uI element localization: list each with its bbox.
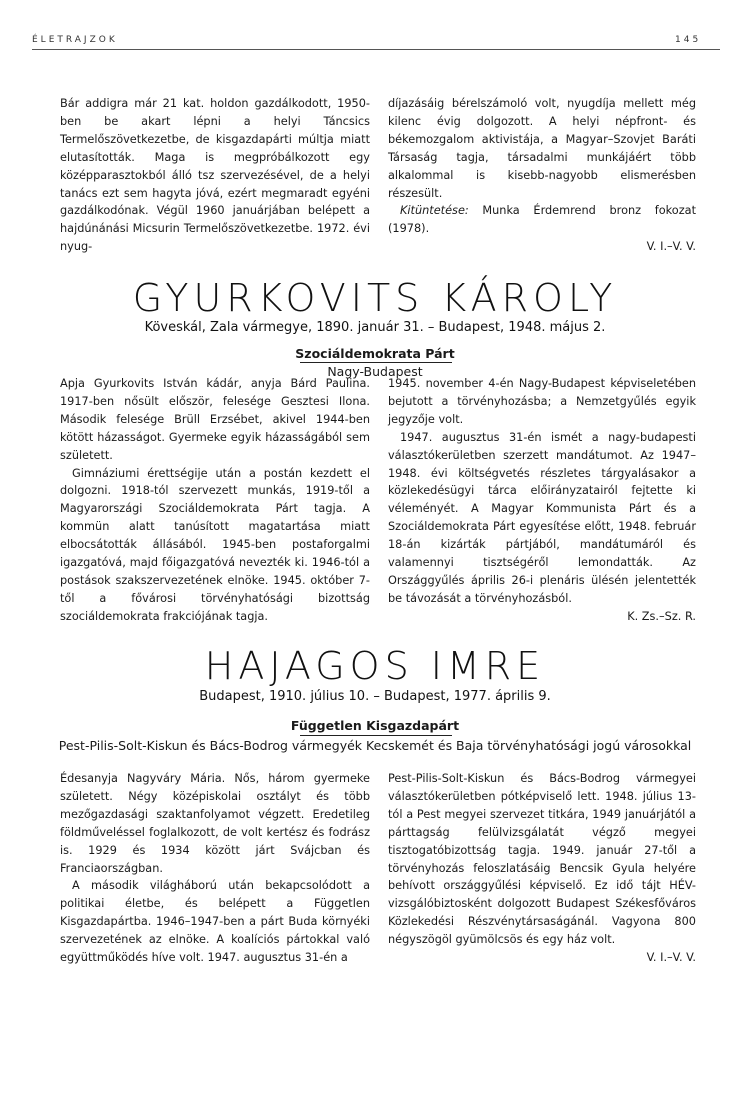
entry2-party: Független Kisgazdapárt: [290, 718, 460, 733]
entry2-right-column: [388, 770, 696, 967]
entry1-right-column: [388, 375, 696, 626]
prev-entry-right-text: díjazásáig bérelszámoló volt, nyugdíja mellett még kilenc évig dolgozott. A helyi népfront- és békemozgalom aktivistája, a Magyar–Szovjet Baráti Társaság tagja, társadalmi munkájáért több alkalommal is kisebb-nagyobb elismerésben részesült.: [388, 97, 696, 200]
entry1-left-column: [60, 375, 370, 626]
entry2-left-column: [60, 770, 370, 967]
prev-entry-right-column: [388, 95, 696, 256]
entry2-party-underline: [300, 735, 452, 736]
entry1-signature: K. Zs.–Sz. R.: [627, 609, 696, 623]
prev-entry-left-text: Bár addigra már 21 kat. holdon gazdálkodott, 1950-ben be akart lépni a helyi Táncsics Termelőszövetkezetbe, de kisgazdapárti múltja miatt elutasították. Maga is megpróbálkozott egy középparasztokból álló tsz szervezésével, de a helyi tanács ezt sem hagyta jóvá, ezért megmaradt egyéni gazdálkodónak. Végül 1960 januárjában belépett a hajdúnánási Micsurin Termelőszövetkezetbe. 1972. évi nyug-: [60, 97, 370, 254]
header-rule: [32, 49, 720, 50]
entry2-left-paragraph-1: Édesanyja Nagyváry Mária. Nős, három gyermeke született. Négy középiskolai osztályt és több mezőgazdasági szaktanfolyamot végzett. Eredetileg földműveléssel foglalkozott, de volt kertész és fodrász is. 1929 és 1934 között járt Svájcban és Franciaországban.: [60, 772, 370, 875]
entry2-name: HAJAGOS IMRE: [204, 644, 546, 688]
entry1-right-paragraph-2: 1947. augusztus 31-én ismét a nagy-budapesti választókerületben szerzett mandátumot. Az 1947–1948. évi költségvetés részletes tárgyalásakor a közlekedésügyi tárca előirányzatairól fejtette ki véleményét. A Magyar Kommunista Párt és a Szociáldemokrata Párt egyesítése előtt, 1948. február 18-án kizárták pártjából, mandátumáról és valamennyi tisztségéről lemondatták. Az Országgyűlés április 26-i plenáris ülésén jelentették be távozását a törvényhozásból.: [388, 430, 696, 605]
entry1-party-underline: [300, 362, 452, 363]
entry1-left-paragraph-2: Gimnáziumi érettségije után a postán kezdett el dolgozni. 1918-tól szervezett munkás, 1919-től a Magyarországi Szociáldemokrata Párt tagja. A kommün alatt tanúsított magatartása miatt elbocsátották állásából. 1945-ben postaforgalmi igazgatóvá, majd főigazgatóvá nevezték ki. 1946-tól a postások szakszervezetének elnöke. 1945. október 7-től a fővárosi törvényhatósági bizottság szociáldemokrata frakciójának tagja.: [60, 466, 370, 623]
entry1-left-paragraph-1: Apja Gyurkovits István kádár, anyja Bárd Paulina. 1917-ben nősült először, felesége Gesztesi Ilona. Második felesége Brüll Erzsébet, akivel 1944-ben kötött házasságot. Gyermeke egyik házasságából sem született.: [60, 377, 370, 462]
entry1-dates: Köveskál, Zala vármegye, 1890. január 31. – Budapest, 1948. május 2.: [144, 320, 606, 335]
running-title: ÉLETRAJZOK: [32, 35, 118, 45]
award-line: [388, 202, 696, 238]
entry1-region: Nagy-Budapest: [327, 364, 423, 379]
entry1-right-paragraph-1: 1945. november 4-én Nagy-Budapest képviseletében bejutott a törvényhozásba; a Nemzetgyűlés egyik jegyzője volt.: [388, 377, 696, 426]
entry1-name: GYURKOVITS KÁROLY: [132, 276, 618, 320]
award-label: Kitüntetése:: [400, 204, 469, 218]
award-text: Munka Érdemrend bronz fokozat (1978).: [388, 204, 696, 236]
entry1-party: Szociáldemokrata Párt: [295, 346, 455, 361]
entry2-dates: Budapest, 1910. július 10. – Budapest, 1977. április 9.: [199, 689, 551, 704]
entry2-left-paragraph-2: A második világháború után bekapcsolódott a politikai életbe, és belépett a Független Kisgazdapártba. 1946–1947-ben a párt Buda környéki szervezetének az elnöke. A koalíciós pártokkal való együttműködés híve volt. 1947. augusztus 31-én a: [60, 879, 370, 965]
prev-entry-signature: V. I.–V. V.: [646, 240, 696, 254]
entry2-signature: V. I.–V. V.: [646, 951, 696, 965]
page-number: 145: [675, 35, 702, 45]
prev-entry-left-column: [60, 95, 370, 256]
entry2-region: Pest-Pilis-Solt-Kiskun és Bács-Bodrog vármegyék Kecskemét és Baja törvényhatósági jogú városokkal: [58, 738, 692, 753]
entry2-right-paragraph-1: Pest-Pilis-Solt-Kiskun és Bács-Bodrog vármegyei választókerületben pótképviselő lett. 1948. július 13-tól a Pest megyei szervezet titkára, 1949 januárjától a párttagság felülvizsgálatát végző megyei tisztogatóbizottság tagja. 1949. január 27-től a törvényhozás feloszlatásáig Bencsik Gyula helyére behívott országgyűlési képviselő. Ez idő tájt HÉV-vizsgálóbiztosként dolgozott Budapest Székesfőváros Közlekedési Részvénytársaságánál. Vagyona 800 négyszögöl gyümölcsös és egy ház volt.: [388, 772, 696, 947]
